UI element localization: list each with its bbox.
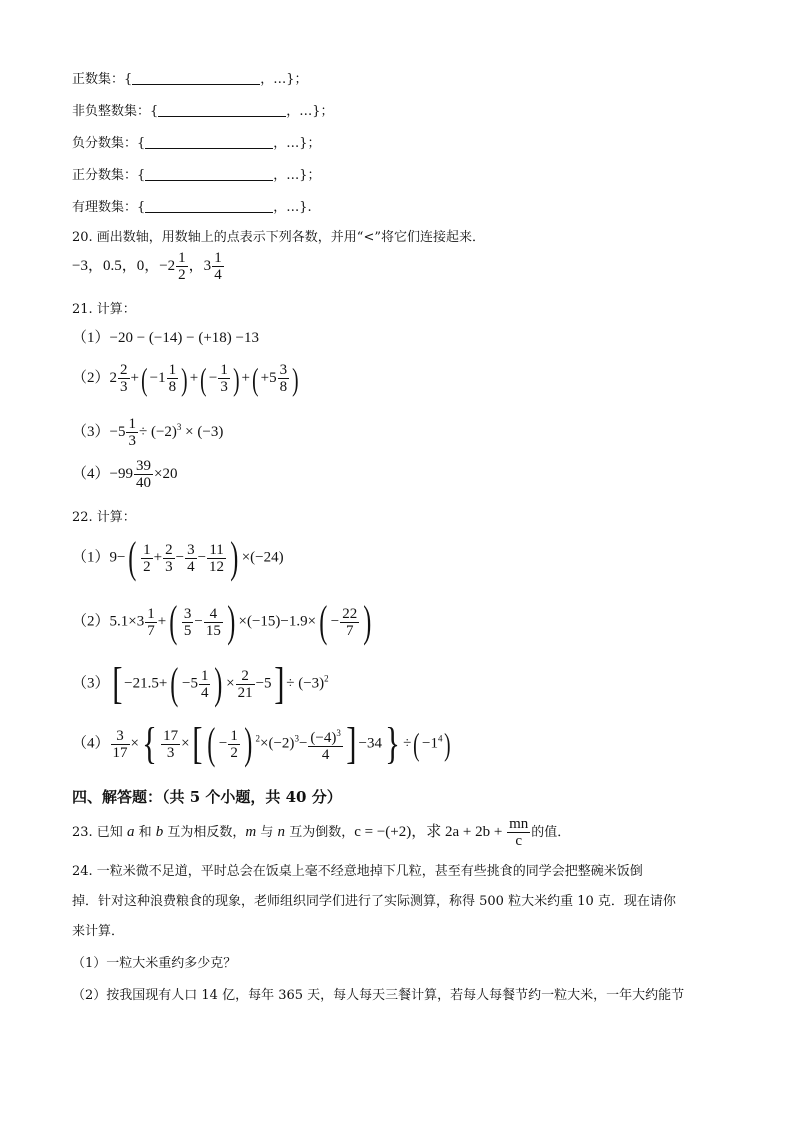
fraction: $\frac{1}{2}$ xyxy=(178,250,186,283)
q24-line-3: 来计算． xyxy=(72,924,125,939)
q24-line-1: 24. 一粒米微不足道，平时总会在饭桌上毫不经意地掉下几粒，甚至有些挑食的同学会把整碗米饭倒 xyxy=(72,864,643,879)
set-label: 负分数集：{ xyxy=(72,136,146,151)
q22-part4: （4） $\frac{3}{17}$ ×{ $\frac{17}{3}$ ×[ ( − $\frac{1}{2}$ ) $^2\times(-2)^3-$ $\frac{(-4)^3}{4}$ ] −34} ÷( $-1^4$) xyxy=(72,719,451,768)
fraction: $\frac{mn}{c}$ xyxy=(509,816,529,849)
answer-blank[interactable] xyxy=(132,71,260,85)
q20-numbers: −3，0.5，0，−2 $\frac{1}{2}$ ，3 $\frac{1}{4}$ xyxy=(72,250,222,283)
q22-part3: （3）[ −21.5+( −5 $\frac{1}{4}$ ) × $\frac{2}{21}$ $-5] \div (-3)^2$ xyxy=(72,659,329,708)
q21-part3: （3）−5 $\frac{1}{3}$ ÷ $(-2)^3 \times (-3)$ xyxy=(72,416,224,449)
set-nonneg-int: 非负整数集：{ ，…}； xyxy=(72,104,334,119)
q22-part1: （1）9−( $\frac{1}{2}$ + $\frac{2}{3}$ − $\frac{3}{4}$ − $\frac{11}{12}$ ) ×(−24) xyxy=(72,533,284,582)
q21-part1: （1）−20 − (−14) − (+18) −13 xyxy=(72,330,259,346)
set-label: 非负整数集：{ xyxy=(72,104,159,119)
answer-blank[interactable] xyxy=(145,199,273,213)
answer-blank[interactable] xyxy=(158,103,286,117)
set-pos-fraction: 正分数集：{ ，…}； xyxy=(72,168,321,183)
q21-part2: （2）2 $\frac{2}{3}$ +( −1 $\frac{1}{8}$ ) +( − $\frac{1}{3}$ ) +( +5 $\frac{3}{8}$ ) xyxy=(72,360,299,397)
q20-text: 20. 画出数轴，用数轴上的点表示下列各数，并用“<”将它们连接起来． xyxy=(72,230,485,245)
set-positive: 正数集：{ ，…}； xyxy=(72,72,308,87)
section-heading: 四、解答题：（共 5 个小题，共 40 分） xyxy=(72,788,342,806)
fraction: $\frac{1}{4}$ xyxy=(214,250,222,283)
answer-blank[interactable] xyxy=(145,135,273,149)
set-rational: 有理数集：{ ，…}. xyxy=(72,200,312,215)
q24-part1: （1）一粒大米重约多少克？ xyxy=(72,956,237,971)
q23-text: 23. 已知 a 和 b 互为相反数，m 与 n 互为倒数，c = −(+2)，求 2a + 2b + $\frac{mn}{c}$ 的值． xyxy=(72,816,571,849)
q21-title: 21. 计算： xyxy=(72,302,136,317)
answer-blank[interactable] xyxy=(145,167,273,181)
set-label: 正数集：{ xyxy=(72,72,133,87)
q22-part2: （2）5.1×3 $\frac{1}{7}$ +( $\frac{3}{5}$ − $\frac{4}{15}$ ) ×(−15)−1.9×( − $\frac{22}{7}$ ) xyxy=(72,597,372,646)
q24-part2: （2）按我国现有人口 14 亿，每年 365 天，每人每天三餐计算，若每人每餐节约一粒大米，一年大约能节 xyxy=(72,988,685,1003)
q24-line-2: 掉．针对这种浪费粮食的现象，老师组织同学们进行了实际测算，称得 500 粒大米约重 10 克．现在请你 xyxy=(72,894,676,909)
set-neg-fraction: 负分数集：{ ，…}； xyxy=(72,136,321,151)
set-label: 有理数集：{ xyxy=(72,200,146,215)
q22-title: 22. 计算： xyxy=(72,510,136,525)
q21-part4: （4）−99 $\frac{39}{40}$ ×20 xyxy=(72,458,178,491)
set-label: 正分数集：{ xyxy=(72,168,146,183)
